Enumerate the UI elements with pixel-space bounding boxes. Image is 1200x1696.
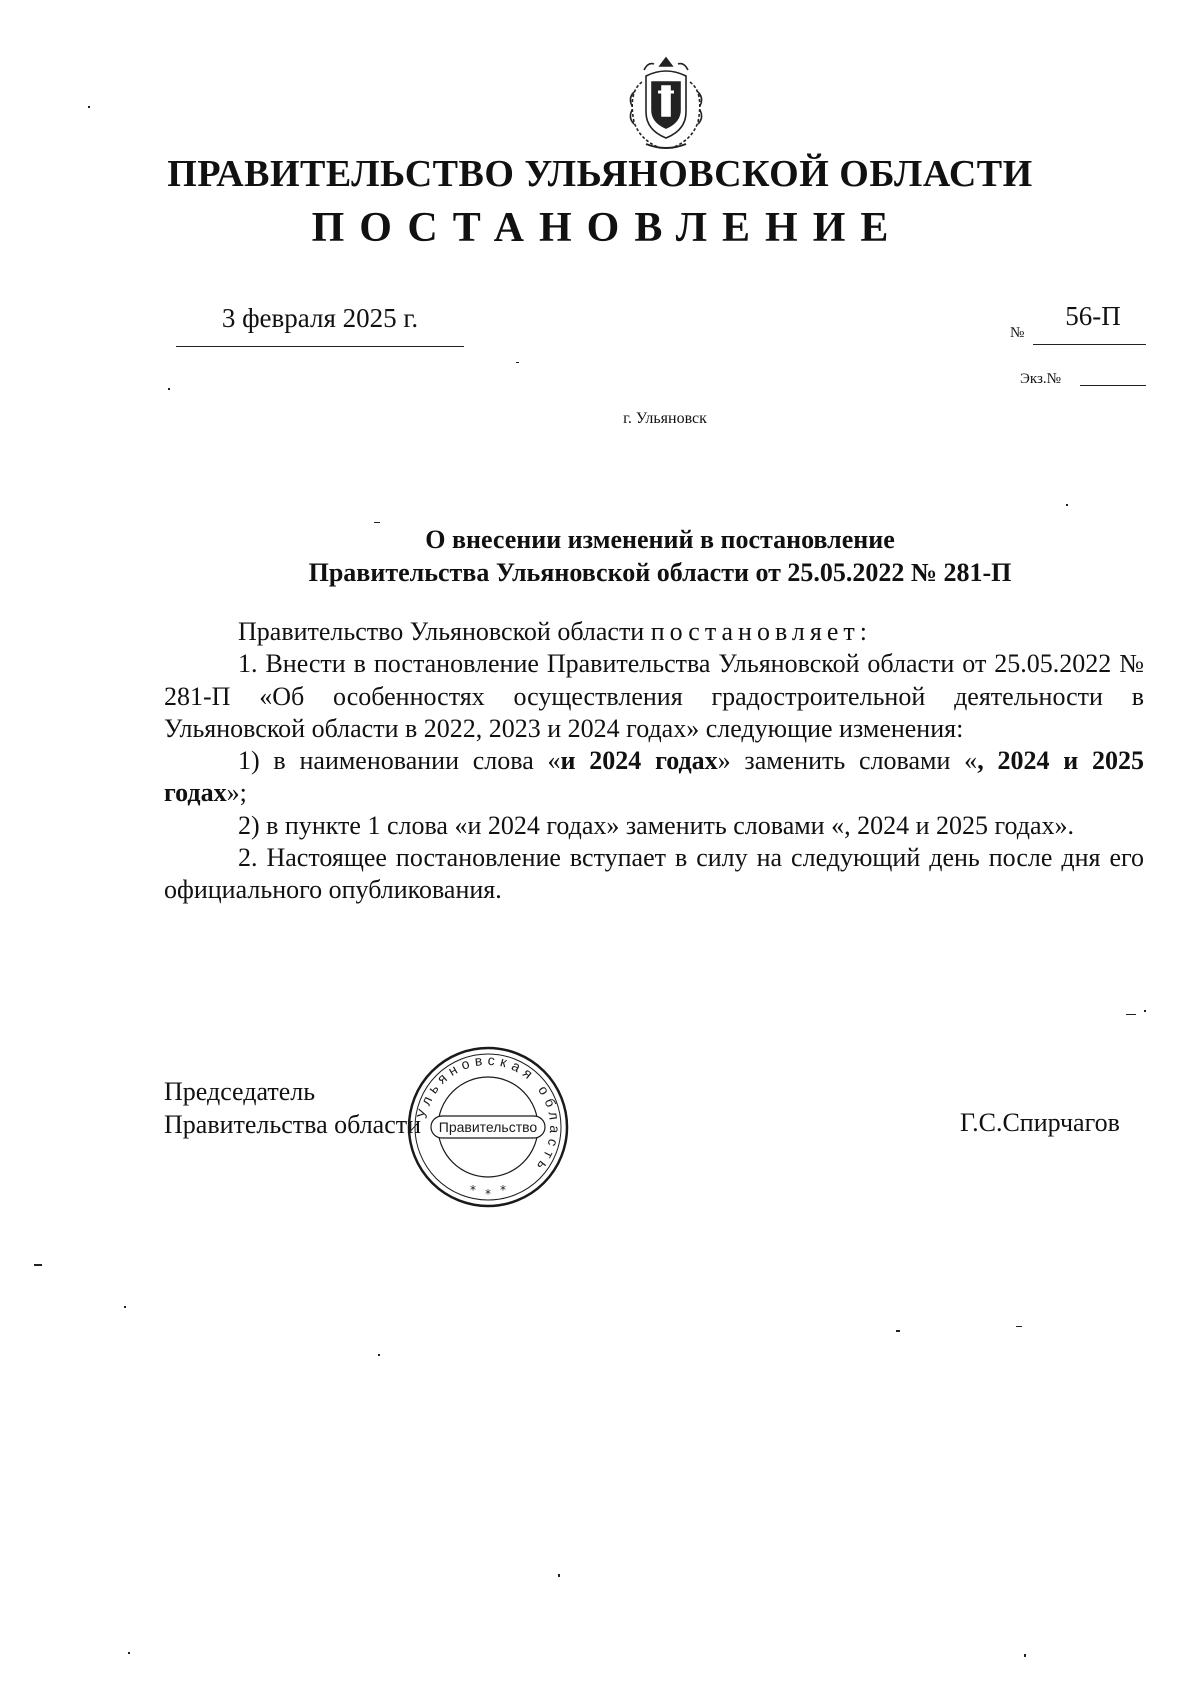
- preamble-end: :: [859, 617, 867, 646]
- preamble-spaced-word: постановляет: [650, 617, 860, 646]
- preamble-lead: Правительство Ульяновской области: [238, 617, 651, 646]
- clause-1-paragraph: 1. Внести в постановление Правительства Ульяновской области от 25.05.2022 № 281-П «Об особенностях осуществления градостроительной деятельности в Ульяновской области в 2022, 2023 и 2024 годах» следующие изменения:: [164, 649, 1144, 743]
- scan-speck: [124, 1306, 126, 1308]
- document-type-title: ПОСТАНОВЛЕНИЕ: [311, 205, 904, 251]
- number-underline: [1033, 344, 1146, 345]
- number-sign: №: [1010, 325, 1025, 341]
- preamble-paragraph: [164, 616, 1144, 648]
- date-underline: [176, 346, 464, 347]
- document-number: 56-П: [1065, 301, 1121, 331]
- scan-speck: [374, 522, 380, 523]
- scan-speck: [378, 1354, 380, 1356]
- signatory-role-line-2: Правительства области: [164, 1110, 422, 1139]
- subclause-2-paragraph: 2) в пункте 1 слова «и 2024 годах» заменить словами «, 2024 и 2025 годах».: [238, 810, 1075, 840]
- copy-number-label: Экз.№: [1020, 371, 1061, 387]
- scan-speck: [34, 1264, 42, 1266]
- city-name: г. Ульяновск: [623, 410, 707, 427]
- scan-speck: [516, 362, 519, 363]
- copy-number-underline: [1080, 385, 1146, 386]
- scan-speck: [128, 1652, 130, 1654]
- scan-speck: [168, 388, 170, 390]
- subject-line-2: Правительства Ульяновской области от 25.05.2022 № 281-П: [308, 558, 1012, 587]
- issuing-authority-title: ПРАВИТЕЛЬСТВО УЛЬЯНОВСКОЙ ОБЛАСТИ: [167, 153, 1033, 195]
- subject-line-1: О внесении изменений в постановление: [425, 525, 895, 554]
- scan-speck: [896, 1330, 900, 1332]
- scan-speck: [1066, 504, 1068, 506]
- svg-text:Ульяновская область: [413, 1052, 563, 1178]
- document-date: 3 февраля 2025 г.: [221, 303, 419, 333]
- subclause-1-new-words: , 2024 и 2025 годах: [164, 746, 1144, 808]
- subclause-1-part-e: »;: [226, 778, 247, 808]
- seal-ring-text: Ульяновская область: [413, 1051, 564, 1178]
- scan-speck: [558, 1574, 560, 1577]
- subclause-1-paragraph: [164, 745, 1144, 810]
- scan-speck: [88, 106, 90, 108]
- seal-star-icon: *: [470, 1183, 476, 1197]
- subclause-1-part-c: » заменить словами «: [717, 746, 978, 776]
- official-seal-stamp: [405, 1044, 571, 1210]
- scan-speck: [1024, 1654, 1026, 1657]
- seal-star-icon: *: [500, 1183, 506, 1197]
- signatory-role: [164, 1075, 421, 1141]
- scan-speck: [1144, 1010, 1146, 1012]
- document-subject: [0, 523, 1200, 589]
- signatory-name: Г.С.Спирчагов: [960, 1108, 1120, 1137]
- subclause-1-old-words: и 2024 годах: [560, 746, 718, 776]
- subclause-1-part-a: 1) в наименовании слова «: [238, 746, 561, 776]
- coat-of-arms-emblem: [616, 52, 716, 152]
- clause-2-paragraph: 2. Настоящее постановление вступает в силу на следующий день после дня его официального опубликования.: [164, 843, 1144, 905]
- signatory-role-line-1: Председатель: [164, 1077, 316, 1106]
- seal-center-text: Правительство: [438, 1119, 538, 1135]
- seal-star-icon: *: [485, 1187, 491, 1201]
- scan-speck: [1126, 1014, 1136, 1015]
- scan-speck: [1016, 1326, 1022, 1327]
- document-body: [164, 616, 1144, 907]
